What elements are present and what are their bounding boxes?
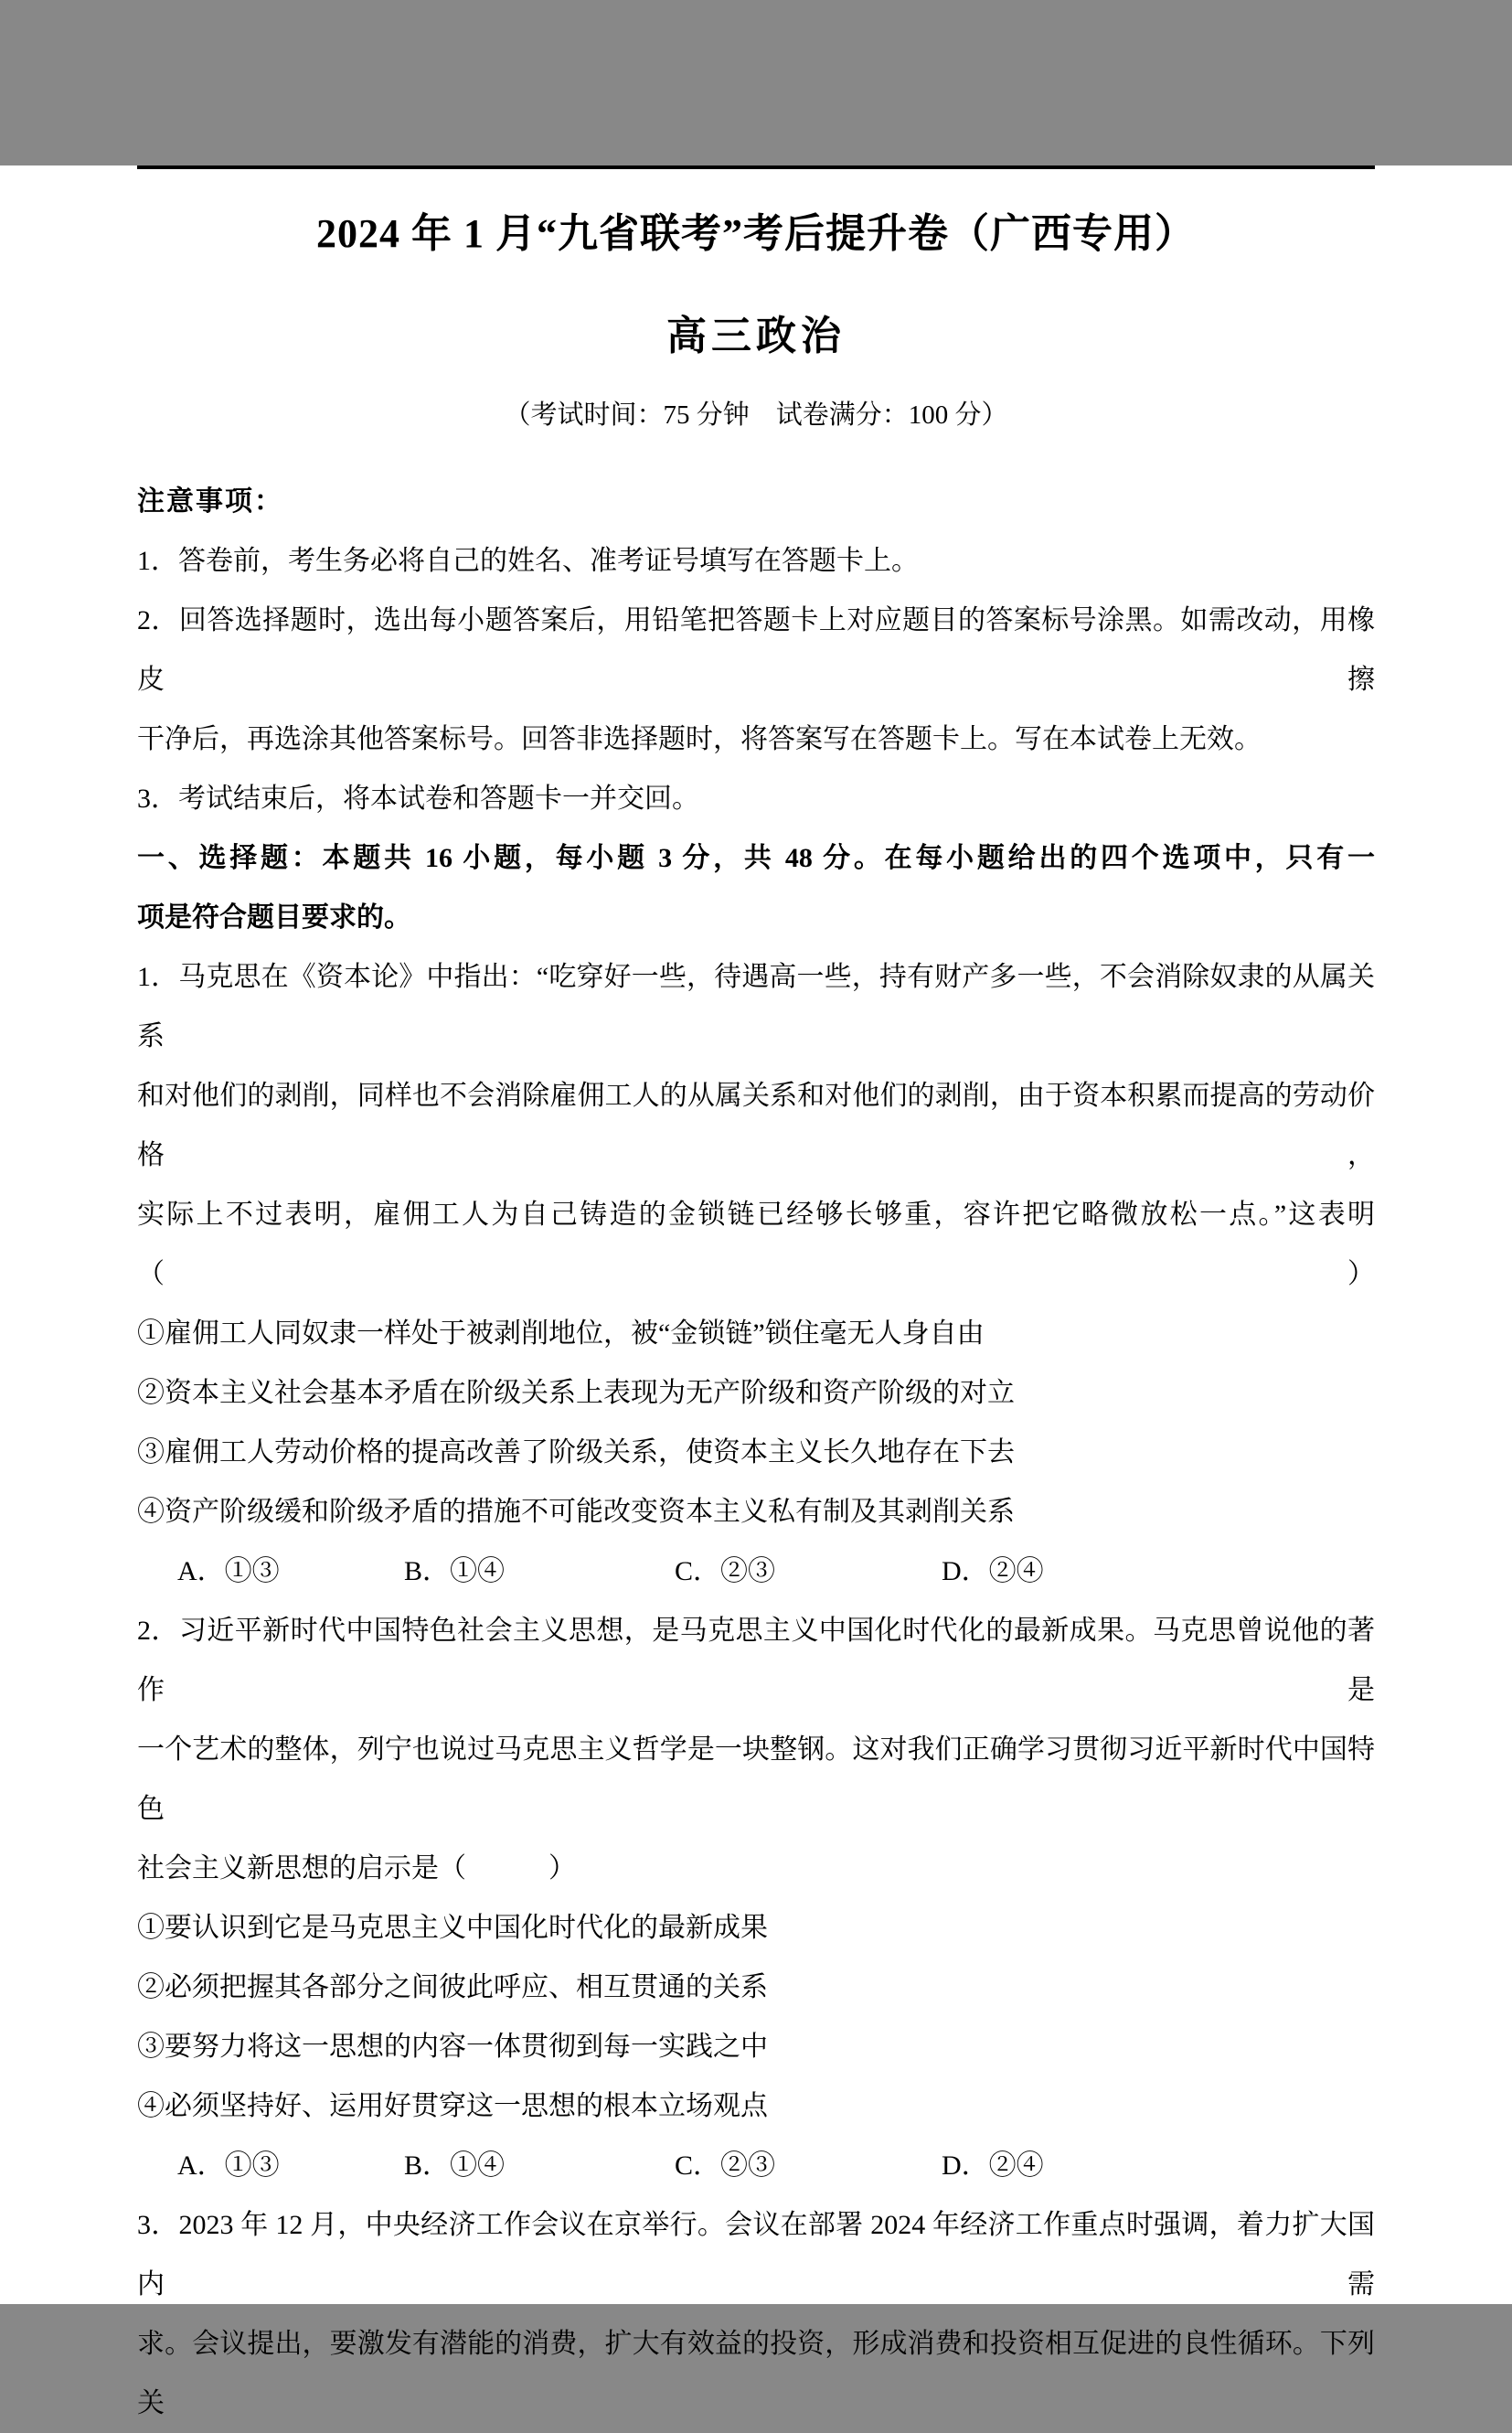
question-1-options-row <box>137 1542 1375 1601</box>
question-1-option-b: B．①④ <box>404 1556 506 1586</box>
question-1-option-c: C．②③ <box>675 1556 776 1586</box>
paper-body <box>137 472 1375 2433</box>
question-1-option-d: D．②④ <box>942 1556 1044 1586</box>
question-1-choice-2: ②资本主义社会基本矛盾在阶级关系上表现为无产阶级和资产阶级的对立 <box>137 1378 1015 1408</box>
question-1-choice-1: ①雇佣工人同奴隶一样处于被剥削地位，被“金锁链”锁住毫无人身自由 <box>137 1318 985 1349</box>
paper-title: 2024 年 1 月“九省联考”考后提升卷（广西专用） <box>316 211 1196 256</box>
question-2-options-row <box>137 2136 1375 2195</box>
notice-heading: 注意事项： <box>137 486 283 517</box>
question-2-stem-line-3: 社会主义新思想的启示是（ ） <box>137 1853 576 1883</box>
paper-subject: 高三政治 <box>666 314 846 358</box>
section-heading-line-1: 一、选择题：本题共 16 小题，每小题 3 分，共 48 分。在每小题给出的四个选项中，只有一 <box>137 843 1375 873</box>
question-2-choice-3: ③要努力将这一思想的内容一体贯彻到每一实践之中 <box>137 2032 768 2062</box>
question-2-option-a: A．①③ <box>177 2150 280 2181</box>
section-heading-line-2: 项是符合题目要求的。 <box>137 902 411 933</box>
question-3-stem-line-2: 求。会议提出，要激发有潜能的消费，扩大有效益的投资，形成消费和投资相互促进的良性循环。下列关 <box>137 2329 1375 2418</box>
question-1-choice-3: ③雇佣工人劳动价格的提高改善了阶级关系，使资本主义长久地存在下去 <box>137 1437 1015 1467</box>
question-2-stem-line-2: 一个艺术的整体，列宁也说过马克思主义哲学是一块整钢。这对我们正确学习贯彻习近平新时代中国特色 <box>137 1734 1375 1824</box>
question-2-option-b: B．①④ <box>404 2150 506 2181</box>
question-2-choice-2: ②必须把握其各部分之间彼此呼应、相互贯通的关系 <box>137 1972 768 2002</box>
question-1-stem-line-3: 实际上不过表明，雇佣工人为自己铸造的金锁链已经够长够重，容许把它略微放松一点。”这表明（ ） <box>137 1200 1375 1289</box>
question-2-choice-4: ④必须坚持好、运用好贯穿这一思想的根本立场观点 <box>137 2091 768 2121</box>
exam-info: （考试时间：75 分钟 试卷满分：100 分） <box>504 400 1008 430</box>
question-1-option-a: A．①③ <box>177 1556 280 1586</box>
notice-line-2: 2．回答选择题时，选出每小题答案后，用铅笔把答题卡上对应题目的答案标号涂黑。如需改动，用橡皮擦 <box>137 605 1375 695</box>
page-content <box>137 165 1375 2433</box>
question-1-choice-4: ④资产阶级缓和阶级矛盾的措施不可能改变资本主义私有制及其剥削关系 <box>137 1497 1015 1527</box>
question-2-stem-line-1: 2．习近平新时代中国特色社会主义思想，是马克思主义中国化时代化的最新成果。马克思曾说他的著作是 <box>137 1616 1375 1705</box>
notice-line-1: 1．答卷前，考生务必将自己的姓名、准考证号填写在答题卡上。 <box>137 546 919 576</box>
question-2-option-c: C．②③ <box>675 2150 776 2181</box>
question-1-stem-line-1: 1．马克思在《资本论》中指出：“吃穿好一些，待遇高一些，持有财产多一些，不会消除奴隶的从属关系 <box>137 962 1375 1051</box>
notice-line-3: 3．考试结束后，将本试卷和答题卡一并交回。 <box>137 784 699 814</box>
header-rule <box>137 165 1375 169</box>
notice-line-2-cont: 干净后，再选涂其他答案标号。回答非选择题时，将答案写在答题卡上。写在本试卷上无效。 <box>137 724 1262 754</box>
exam-paper-page <box>0 165 1512 2418</box>
question-2-option-d: D．②④ <box>942 2150 1044 2181</box>
question-3-stem-line-1: 3．2023 年 12 月，中央经济工作会议在京举行。会议在部署 2024 年经济工作重点时强调，着力扩大国内需 <box>137 2210 1375 2300</box>
question-2-choice-1: ①要认识到它是马克思主义中国化时代化的最新成果 <box>137 1913 768 1943</box>
question-1-stem-line-2: 和对他们的剥削，同样也不会消除雇佣工人的从属关系和对他们的剥削，由于资本积累而提高的劳动价格， <box>137 1081 1375 1170</box>
